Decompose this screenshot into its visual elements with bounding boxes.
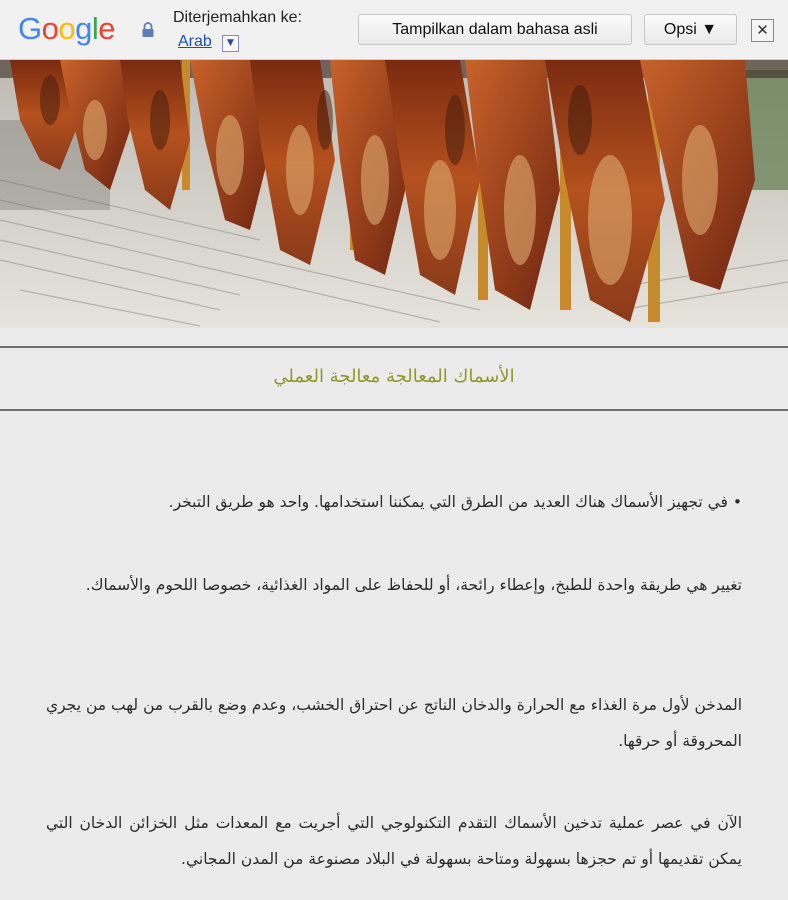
- page-title: الأسماك المعالجة معالجة العملي: [273, 366, 515, 387]
- article-bullet-text: في تجهيز الأسماك هناك العديد من الطرق التي يمكننا استخدامها. واحد هو طريق التبخر.: [168, 493, 728, 511]
- logo-letter: o: [41, 11, 59, 46]
- lock-icon: [141, 22, 155, 38]
- chevron-down-icon: ▼: [227, 38, 234, 48]
- divider: [0, 346, 788, 348]
- options-button[interactable]: Opsi ▼: [644, 14, 737, 45]
- article-paragraph: المدخن لأول مرة الغذاء مع الحرارة والدخان الناتج عن احتراق الخشب، وعدم وضع بالقرب من لهب من يجري المحروقة أو حرقها.: [46, 696, 742, 750]
- smoked-fish-photo: [0, 60, 788, 328]
- close-icon: ✕: [756, 21, 769, 39]
- language-dropdown-button[interactable]: [222, 35, 239, 52]
- bullet-icon: •: [727, 493, 742, 511]
- logo-letter: e: [98, 11, 116, 46]
- article-paragraph: تغيير هي طريقة واحدة للطبخ، وإعطاء رائحة، أو للحفاظ على المواد الغذائية، خصوصا اللحوم والأسماك.: [85, 576, 742, 594]
- show-original-button[interactable]: Tampilkan dalam bahasa asli: [358, 14, 632, 45]
- google-logo: [18, 12, 115, 46]
- logo-letter: l: [91, 11, 99, 46]
- logo-letter: G: [18, 11, 42, 46]
- article-paragraph: الآن في عصر عملية تدخين الأسماك التقدم التكنولوجي التي أجريت مع المعدات مثل الخزائن الدخان التي يمكن تقديمها أو تم حجزها بسهولة ومتاحة بسهولة في البلاد مصنوعة من المدن المجاني.: [46, 814, 742, 868]
- divider: [0, 409, 788, 411]
- google-translate-bar: [0, 0, 788, 60]
- close-button[interactable]: [751, 19, 774, 42]
- translated-to-label: Diterjemahkan ke:: [173, 9, 302, 26]
- logo-letter: g: [75, 11, 92, 46]
- hero-image: [0, 60, 788, 328]
- list-item: [46, 484, 742, 520]
- logo-letter: o: [58, 11, 76, 46]
- target-language-link[interactable]: Arab: [178, 33, 212, 50]
